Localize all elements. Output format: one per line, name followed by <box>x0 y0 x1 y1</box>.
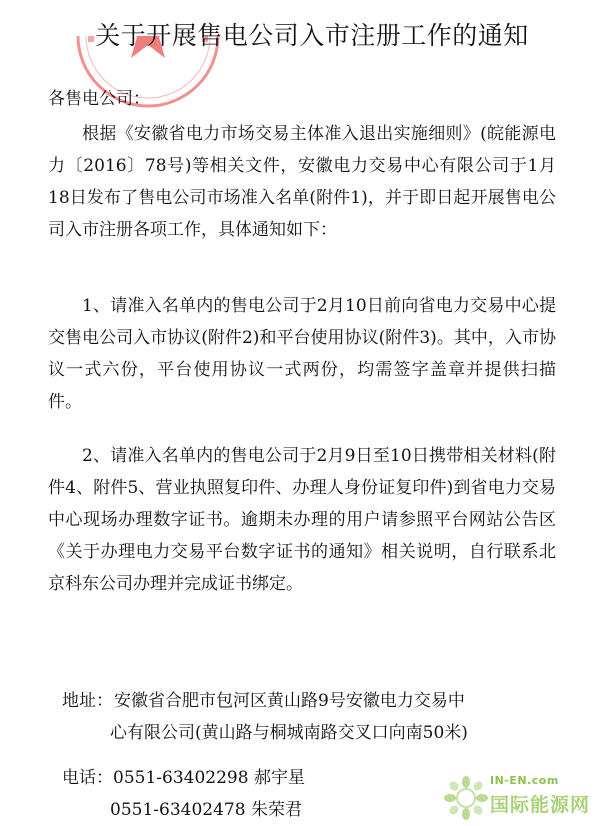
phone-value-2: 0551-63402478 朱荣君 <box>110 800 302 820</box>
phone-label: 电话： <box>62 768 113 788</box>
phone-value-1: 0551-63402298 郝宇星 <box>113 768 305 788</box>
salutation: 各售电公司： <box>48 89 150 109</box>
watermark-domain: IN-EN.com <box>490 774 559 787</box>
document-title: 关于开展售电公司入市注册工作的通知 <box>95 21 529 50</box>
address-value-line-1: 安徽省合肥市包河区黄山路9号安徽电力交易中 <box>114 691 465 711</box>
watermark <box>444 770 594 822</box>
paragraph-item-2: 2、请准入名单内的售电公司于2月9日至10日携带相关材料(附件4、附件5、营业执照复印件、办理人身份证复印件)到省电力交易中心现场办理数字证书。逾期未办理的用户请参照平台网站公告区《关于办理电力交易平台数字证书的通知》相关说明，自行联系北京科东公司办理并完成证书绑定。 <box>48 446 556 594</box>
address-line <box>62 685 562 717</box>
in-en-logo-icon <box>444 776 488 820</box>
watermark-name: 国际能源网 <box>490 794 591 816</box>
paragraph-intro: 根据《安徽省电力市场交易主体准入退出实施细则》(皖能源电力〔2016〕78号)等相关文件，安徽电力交易中心有限公司于1月18日发布了售电公司市场准入名单(附件1)，并于即日起开展售电公司入市注册各项工作，具体通知如下： <box>48 124 556 240</box>
address-label: 地址： <box>62 691 113 711</box>
phone-line <box>62 762 305 794</box>
address-value-line-2: 心有限公司(黄山路与桐城南路交叉口向南50米) <box>110 723 468 743</box>
paragraph-item-1: 1、请准入名单内的售电公司于2月10日前向省电力交易中心提交售电公司入市协议(附件2)和平台使用协议(附件3)。其中，入市协议一式六份，平台使用协议一式两份，均需签字盖章并提供扫描件。 <box>48 296 556 412</box>
